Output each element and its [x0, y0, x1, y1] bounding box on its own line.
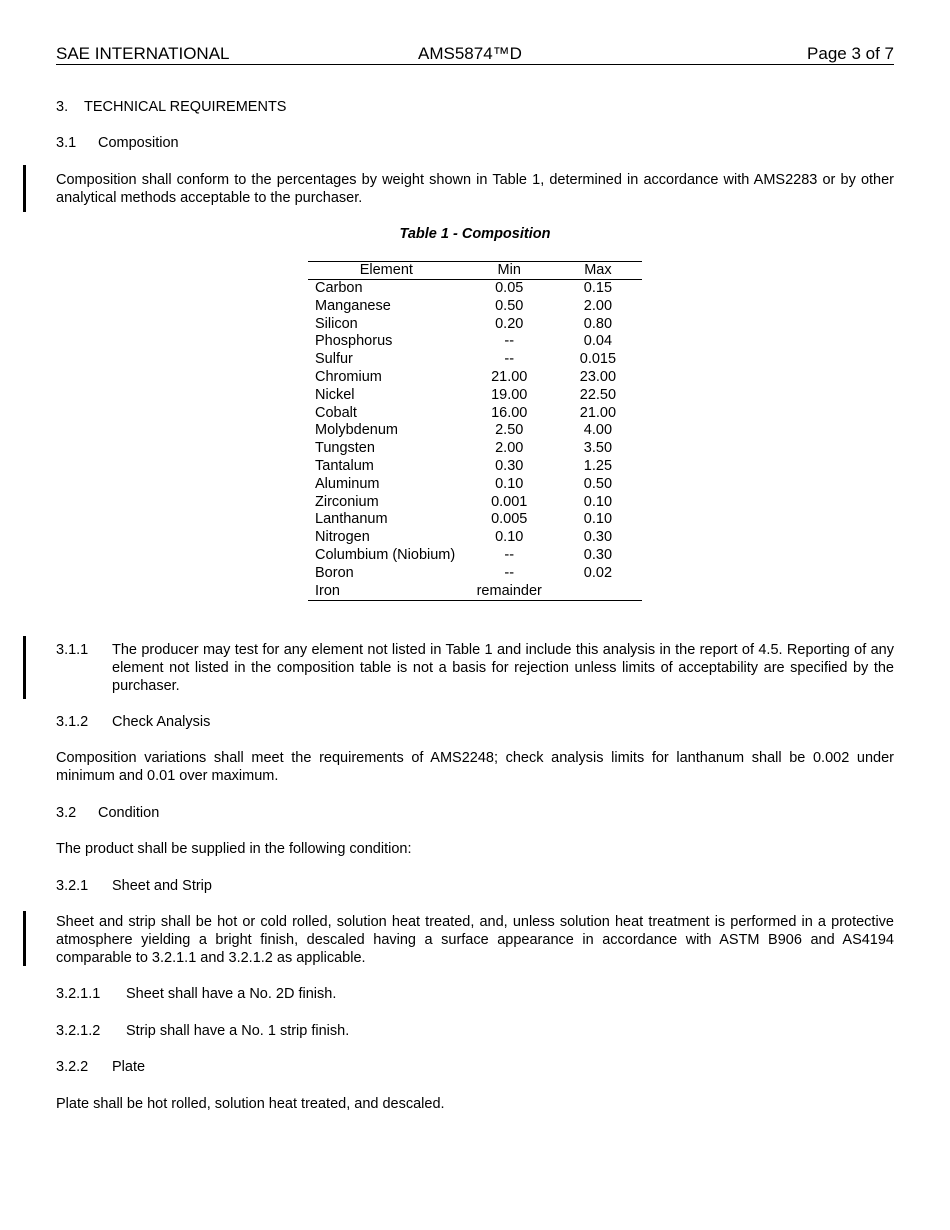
section-heading: 3.1 Composition	[56, 135, 179, 151]
min-cell: --	[504, 564, 515, 581]
section-heading: 3.2.2 Plate	[56, 1059, 146, 1075]
revision-bar	[23, 636, 26, 699]
max-cell: 0.02	[583, 564, 613, 581]
table-caption: Table 1 - Composition	[399, 226, 551, 242]
max-cell: 0.10	[583, 511, 613, 528]
paragraph: Sheet and strip shall be hot or cold rolled, solution heat treated, and, unless solution heat treatment is performed in a protective atmosphere yielding a bright finish, descaled having a surface appearance in accordance with ASTM B906 and AS4194 comparable to 3.2.1.1 and 3.2.1.2 as applicable.	[56, 914, 894, 966]
max-cell: 0.10	[583, 493, 613, 510]
element-cell: Nitrogen	[315, 529, 370, 546]
element-cell: Columbium (Niobium)	[315, 546, 456, 563]
min-cell: 0.10	[495, 475, 524, 492]
max-cell: 0.80	[583, 315, 613, 332]
min-cell: 0.50	[495, 297, 524, 314]
element-cell: Phosphorus	[315, 333, 393, 350]
min-cell: --	[504, 351, 515, 368]
element-cell: Cobalt	[315, 404, 357, 421]
table-row	[308, 583, 642, 601]
table-row	[308, 422, 642, 440]
header-doc-id: AMS5874™D	[418, 44, 522, 63]
max-cell: 23.00	[579, 368, 617, 385]
paragraph: The product shall be supplied in the following condition:	[56, 841, 412, 857]
min-cell: 0.30	[495, 457, 524, 474]
table-row	[308, 511, 642, 529]
element-cell: Nickel	[315, 386, 355, 403]
min-cell: 2.00	[495, 440, 524, 457]
max-cell: 0.30	[583, 529, 613, 546]
header-org: SAE INTERNATIONAL	[56, 44, 230, 63]
max-cell: 0.15	[583, 280, 613, 296]
section-heading: 3.2.1.1 Sheet shall have a No. 2D finish.	[56, 986, 337, 1002]
column-header: Element	[308, 262, 465, 280]
element-cell: Sulfur	[315, 351, 353, 368]
max-cell: 0.04	[583, 333, 613, 350]
min-cell: 0.10	[495, 529, 524, 546]
max-cell: 0.30	[583, 546, 613, 563]
column-header: Max	[554, 262, 642, 280]
section-heading: 3.2.1.2 Strip shall have a No. 1 strip finish.	[56, 1023, 350, 1039]
table-row	[308, 369, 642, 387]
element-cell: Aluminum	[315, 475, 380, 492]
min-cell: 2.50	[495, 422, 524, 439]
table-row	[308, 494, 642, 512]
table-row	[308, 298, 642, 316]
min-cell: remainder	[465, 583, 554, 601]
min-cell: --	[504, 333, 515, 350]
max-cell: 1.25	[583, 457, 613, 474]
max-cell: 21.00	[579, 404, 617, 421]
composition-table	[308, 261, 642, 601]
section-heading: 3.2.1 Sheet and Strip	[56, 878, 212, 894]
element-cell: Molybdenum	[315, 422, 399, 439]
element-cell: Manganese	[315, 297, 391, 314]
max-cell: 4.00	[583, 422, 613, 439]
min-cell: 19.00	[491, 386, 528, 403]
table-row	[308, 476, 642, 494]
element-cell: Boron	[315, 564, 354, 581]
element-cell: Tantalum	[315, 457, 374, 474]
column-header: Min	[465, 262, 554, 280]
table-row	[308, 405, 642, 423]
paragraph: The producer may test for any element not listed in Table 1 and include this analysis in the report of 4.5. Reporting of any element not listed in the composition table is not a basis for rejection unless limits of acceptability are specified by the purchaser.	[112, 642, 894, 694]
table-row	[308, 565, 642, 583]
page-header	[56, 44, 894, 65]
section-heading: 3.2 Condition	[56, 805, 160, 821]
min-cell: 16.00	[491, 404, 528, 421]
max-cell: 0.015	[579, 351, 617, 368]
table-row	[308, 547, 642, 565]
element-cell: Tungsten	[315, 440, 375, 457]
section-heading: 3.1.2 Check Analysis	[56, 714, 211, 730]
header-page-number: Page 3 of 7	[807, 44, 894, 63]
table-header-row	[308, 262, 642, 280]
table-row	[308, 351, 642, 369]
min-cell: 0.005	[491, 511, 528, 528]
min-cell: 0.05	[495, 280, 524, 296]
paragraph: Composition shall conform to the percentages by weight shown in Table 1, determined in accordance with AMS2283 or by other analytical methods acceptable to the purchaser.	[56, 172, 894, 206]
min-cell: --	[504, 546, 515, 563]
element-cell: Carbon	[315, 280, 363, 296]
min-cell: 0.001	[491, 493, 528, 510]
paragraph: Composition variations shall meet the requirements of AMS2248; check analysis limits for lanthanum shall be 0.002 under minimum and 0.01 over maximum.	[56, 750, 894, 784]
table-row	[308, 316, 642, 334]
max-cell: 3.50	[583, 440, 613, 457]
max-cell: 22.50	[579, 386, 617, 403]
element-cell: Chromium	[315, 368, 382, 385]
table-row	[308, 458, 642, 476]
element-cell: Zirconium	[315, 493, 379, 510]
table-row	[308, 387, 642, 405]
min-cell: 0.20	[495, 315, 524, 332]
element-cell: Silicon	[315, 315, 358, 332]
max-cell	[554, 583, 642, 601]
table-row	[308, 280, 642, 298]
max-cell: 0.50	[583, 475, 613, 492]
revision-bar	[23, 911, 26, 966]
section-heading: 3. TECHNICAL REQUIREMENTS	[56, 99, 287, 115]
min-cell: 21.00	[491, 368, 528, 385]
element-cell: Lanthanum	[315, 511, 388, 528]
paragraph: Plate shall be hot rolled, solution heat treated, and descaled.	[56, 1096, 445, 1112]
table-row	[308, 529, 642, 547]
revision-bar	[23, 165, 26, 212]
table-row	[308, 440, 642, 458]
section-number: 3.1.1	[56, 642, 89, 658]
max-cell: 2.00	[583, 297, 613, 314]
table-row	[308, 333, 642, 351]
element-cell: Iron	[308, 583, 465, 601]
